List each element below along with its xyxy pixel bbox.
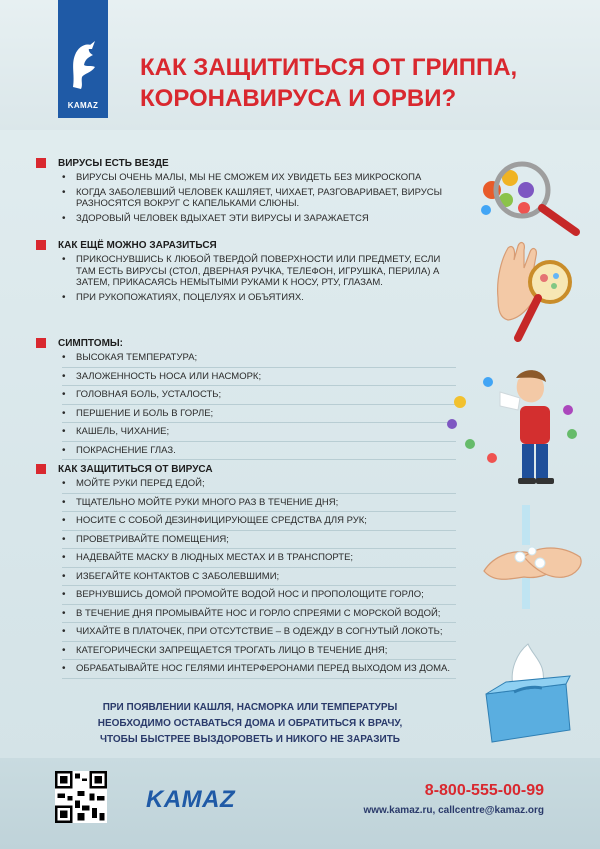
list-item: • ВИРУСЫ ОЧЕНЬ МАЛЫ, МЫ НЕ СМОЖЕМ ИХ УВИДЕТЬ БЕЗ МИКРОСКОПА — [62, 172, 456, 184]
phone-number[interactable]: 8-800-555-00-99 — [424, 782, 544, 799]
section-list — [36, 478, 456, 679]
list-item: • ТЩАТЕЛЬНО МОЙТЕ РУКИ МНОГО РАЗ В ТЕЧЕНИЕ ДНЯ; — [62, 497, 456, 513]
list-item: • КАТЕГОРИЧЕСКИ ЗАПРЕЩАЕТСЯ ТРОГАТЬ ЛИЦО В ТЕЧЕНИЕ ДНЯ; — [62, 645, 456, 661]
callout-message — [80, 700, 420, 748]
list-item: • ОБРАБАТЫВАЙТЕ НОС ГЕЛЯМИ ИНТЕРФЕРОНАМИ ПЕРЕД ВЫХОДОМ ИЗ ДОМА. — [62, 663, 456, 679]
list-item: • ПОКРАСНЕНИЕ ГЛАЗ. — [62, 445, 456, 461]
list-item: • ПЕРШЕНИЕ И БОЛЬ В ГОРЛЕ; — [62, 408, 456, 424]
section-title: ВИРУСЫ ЕСТЬ ВЕЗДЕ — [58, 157, 169, 169]
list-item: • ЗАЛОЖЕННОСТЬ НОСА ИЛИ НАСМОРК; — [62, 371, 456, 387]
list-item: • ЗДОРОВЫЙ ЧЕЛОВЕК ВДЫХАЕТ ЭТИ ВИРУСЫ И ЗАРАЖАЕТСЯ — [62, 213, 456, 225]
tissue-box-icon — [478, 640, 578, 750]
section-how-else-infected — [36, 238, 456, 306]
section-header — [36, 462, 456, 476]
list-item: • В ТЕЧЕНИЕ ДНЯ ПРОМЫВАЙТЕ НОС И ГОРЛО СПРЕЯМИ С МОРСКОЙ ВОДОЙ; — [62, 608, 456, 624]
title-line-1: КАК ЗАЩИТИТЬСЯ ОТ ГРИППА, — [140, 54, 518, 81]
section-symptoms — [36, 336, 456, 463]
logo-text: KAMAZ — [67, 101, 99, 110]
washing-hands-icon — [480, 505, 590, 610]
list-item: • МОЙТЕ РУКИ ПЕРЕД ЕДОЙ; — [62, 478, 456, 494]
list-item: • ПРИ РУКОПОЖАТИЯХ, ПОЦЕЛУЯХ И ОБЪЯТИЯХ. — [62, 292, 456, 304]
kamaz-horse-logo-icon — [65, 35, 101, 95]
hand-magnifier-icon — [488, 238, 588, 343]
red-square-icon — [36, 338, 46, 348]
list-item: • ВЕРНУВШИСЬ ДОМОЙ ПРОМОЙТЕ ВОДОЙ НОС И ПРОПОЛОЩИТЕ ГОРЛО; — [62, 589, 456, 605]
sneezing-boy-icon — [440, 362, 590, 492]
list-item: • ВЫСОКАЯ ТЕМПЕРАТУРА; — [62, 352, 456, 368]
section-viruses-everywhere — [36, 156, 456, 227]
list-item: • НАДЕВАЙТЕ МАСКУ В ЛЮДНЫХ МЕСТАХ И В ТРАНСПОРТЕ; — [62, 552, 456, 568]
section-how-to-protect — [36, 462, 456, 682]
qr-code-icon — [55, 771, 107, 823]
list-item: • ЧИХАЙТЕ В ПЛАТОЧЕК, ПРИ ОТСУТСТВИЕ – В ОДЕЖДУ В СОГНУТЫЙ ЛОКОТЬ; — [62, 626, 456, 642]
section-header — [36, 336, 456, 350]
list-item: • КОГДА ЗАБОЛЕВШИЙ ЧЕЛОВЕК КАШЛЯЕТ, ЧИХАЕТ, РАЗГОВАРИВАЕТ, ВИРУСЫ РАЗНОСЯТСЯ ВОКРУГ С КАПЕЛЬКАМИ СЛЮНЫ. — [62, 187, 456, 210]
section-title: КАК ЕЩЁ МОЖНО ЗАРАЗИТЬСЯ — [58, 239, 217, 251]
callout-line-3: ЧТОБЫ БЫСТРЕЕ ВЫЗДОРОВЕТЬ И НИКОГО НЕ ЗАРАЗИТЬ — [100, 734, 400, 745]
red-square-icon — [36, 158, 46, 168]
red-square-icon — [36, 240, 46, 250]
section-title: КАК ЗАЩИТИТЬСЯ ОТ ВИРУСА — [58, 463, 213, 475]
list-item: • ПРИКОСНУВШИСЬ К ЛЮБОЙ ТВЕРДОЙ ПОВЕРХНОСТИ ИЛИ ПРЕДМЕТУ, ЕСЛИ ТАМ ЕСТЬ ВИРУСЫ (СТОЛ, ДВЕРНАЯ РУЧКА, ТЕЛЕФОН, ИГРУШКА, ПЕРИЛА) А ЗАТЕМ, ПРИКАСАЯСЬ НЕМЫТЫМИ РУКАМИ К НОСУ, РТУ, ГЛАЗАМ. — [62, 254, 456, 289]
callout-line-2: НЕОБХОДИМО ОСТАВАТЬСЯ ДОМА И ОБРАТИТЬСЯ К ВРАЧУ, — [97, 718, 403, 729]
section-header — [36, 238, 456, 252]
list-item: • ГОЛОВНАЯ БОЛЬ, УСТАЛОСТЬ; — [62, 389, 456, 405]
section-list — [36, 172, 456, 224]
footer-brand-logo: KAMAZ — [146, 786, 236, 813]
list-item: • НОСИТЕ С СОБОЙ ДЕЗИНФИЦИРУЮЩЕЕ СРЕДСТВА ДЛЯ РУК; — [62, 515, 456, 531]
callout-line-1: ПРИ ПОЯВЛЕНИИ КАШЛЯ, НАСМОРКА ИЛИ ТЕМПЕРАТУРЫ — [102, 702, 398, 713]
footer — [0, 758, 600, 849]
list-item: • ИЗБЕГАЙТЕ КОНТАКТОВ С ЗАБОЛЕВШИМИ; — [62, 571, 456, 587]
magnifier-viruses-icon — [466, 150, 586, 240]
title-line-2: КОРОНАВИРУСА И ОРВИ? — [140, 85, 457, 112]
section-list — [36, 254, 456, 303]
section-title: СИМПТОМЫ: — [58, 337, 124, 349]
red-square-icon — [36, 464, 46, 474]
website-email[interactable]: www.kamaz.ru, callcentre@kamaz.org — [363, 805, 544, 816]
kamaz-logo — [58, 0, 108, 118]
page-title — [140, 52, 580, 114]
list-item: • КАШЕЛЬ, ЧИХАНИЕ; — [62, 426, 456, 442]
section-header — [36, 156, 456, 170]
section-list — [36, 352, 456, 460]
list-item: • ПРОВЕТРИВАЙТЕ ПОМЕЩЕНИЯ; — [62, 534, 456, 550]
